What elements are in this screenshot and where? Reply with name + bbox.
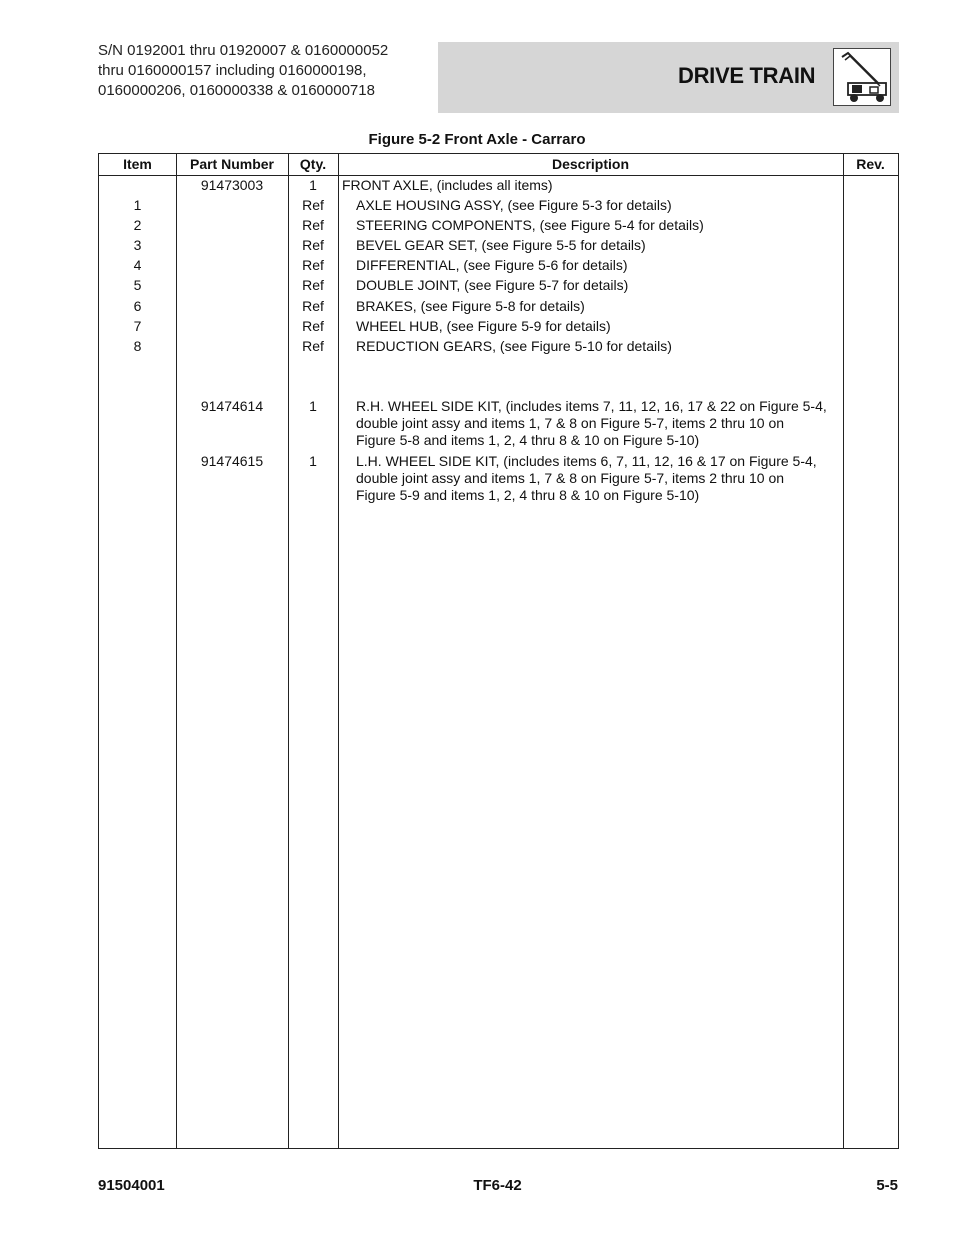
description-line: double joint assy and items 1, 7 & 8 on Figure 5-7, items 2 thru 10 on xyxy=(356,470,785,486)
cell-part-number: 91474614 xyxy=(200,398,264,414)
parts-table xyxy=(98,153,899,1149)
cell-description xyxy=(356,277,856,294)
cell-item: 2 xyxy=(133,217,142,233)
cell-qty: 1 xyxy=(309,453,317,469)
description-line: WHEEL HUB, (see Figure 5-9 for details) xyxy=(356,318,611,334)
cell-description xyxy=(356,398,856,449)
description-line: Figure 5-8 and items 1, 2, 4 thru 8 & 10 on Figure 5-10) xyxy=(356,432,700,448)
cell-qty: Ref xyxy=(302,197,324,213)
cell-description xyxy=(356,257,856,274)
serial-line: thru 0160000157 including 0160000198, xyxy=(98,62,367,79)
cell-item: 1 xyxy=(133,197,142,213)
cell-item: 4 xyxy=(133,257,142,273)
description-line: STEERING COMPONENTS, (see Figure 5-4 for details) xyxy=(356,217,704,233)
cell-item: 3 xyxy=(133,237,142,253)
cell-qty: Ref xyxy=(302,338,324,354)
column-header-part-number: Part Number xyxy=(189,156,275,172)
description-line: AXLE HOUSING ASSY, (see Figure 5-3 for details) xyxy=(356,197,672,213)
column-divider xyxy=(176,154,177,1148)
description-line: R.H. WHEEL SIDE KIT, (includes items 7, 11, 12, 16, 17 & 22 on Figure 5-4, xyxy=(356,398,827,414)
cell-qty: Ref xyxy=(302,237,324,253)
description-line: DOUBLE JOINT, (see Figure 5-7 for details) xyxy=(356,277,629,293)
description-line: L.H. WHEEL SIDE KIT, (includes items 6, 7, 11, 12, 16 & 17 on Figure 5-4, xyxy=(356,453,817,469)
cell-part-number: 91473003 xyxy=(200,177,264,193)
footer-page-number: 5-5 xyxy=(876,1177,898,1194)
cell-qty: 1 xyxy=(309,177,317,193)
aerial-lift-machine-icon xyxy=(833,48,891,106)
column-header-rev: Rev. xyxy=(856,156,885,172)
header-divider xyxy=(99,175,898,176)
description-line: Figure 5-9 and items 1, 2, 4 thru 8 & 10 on Figure 5-10) xyxy=(356,487,700,503)
column-header-qty: Qty. xyxy=(299,156,327,172)
cell-qty: Ref xyxy=(302,277,324,293)
cell-item: 8 xyxy=(133,338,142,354)
serial-line: 0160000206, 0160000338 & 0160000718 xyxy=(98,82,375,99)
section-banner xyxy=(438,42,899,113)
cell-qty: Ref xyxy=(302,318,324,334)
cell-qty: Ref xyxy=(302,217,324,233)
cell-description xyxy=(356,298,856,315)
description-line: DIFFERENTIAL, (see Figure 5-6 for details) xyxy=(356,257,628,273)
description-line: BRAKES, (see Figure 5-8 for details) xyxy=(356,298,585,314)
cell-description xyxy=(356,338,856,355)
serial-line: S/N 0192001 thru 01920007 & 0160000052 xyxy=(98,42,389,59)
cell-qty: Ref xyxy=(302,298,324,314)
section-title: DRIVE TRAIN xyxy=(678,63,816,88)
serial-number-range xyxy=(98,41,428,101)
column-header-description: Description xyxy=(551,156,629,172)
cell-qty: Ref xyxy=(302,257,324,273)
footer-model: TF6-42 xyxy=(473,1177,522,1194)
cell-item: 5 xyxy=(133,277,142,293)
cell-description xyxy=(342,177,842,194)
cell-description xyxy=(356,197,856,214)
column-header-item: Item xyxy=(123,156,152,172)
cell-description xyxy=(356,318,856,335)
cell-part-number: 91474615 xyxy=(200,453,264,469)
description-line: REDUCTION GEARS, (see Figure 5-10 for details) xyxy=(356,338,672,354)
cell-description xyxy=(356,453,856,504)
footer-document-number: 91504001 xyxy=(98,1177,165,1194)
cell-item: 7 xyxy=(133,318,142,334)
cell-description xyxy=(356,237,856,254)
column-divider xyxy=(338,154,339,1148)
description-line: double joint assy and items 1, 7 & 8 on Figure 5-7, items 2 thru 10 on xyxy=(356,415,785,431)
cell-item: 6 xyxy=(133,298,142,314)
cell-qty: 1 xyxy=(309,398,317,414)
description-line: FRONT AXLE, (includes all items) xyxy=(342,177,553,193)
description-line: BEVEL GEAR SET, (see Figure 5-5 for details) xyxy=(356,237,646,253)
cell-description xyxy=(356,217,856,234)
figure-title: Figure 5-2 Front Axle - Carraro xyxy=(368,131,586,148)
